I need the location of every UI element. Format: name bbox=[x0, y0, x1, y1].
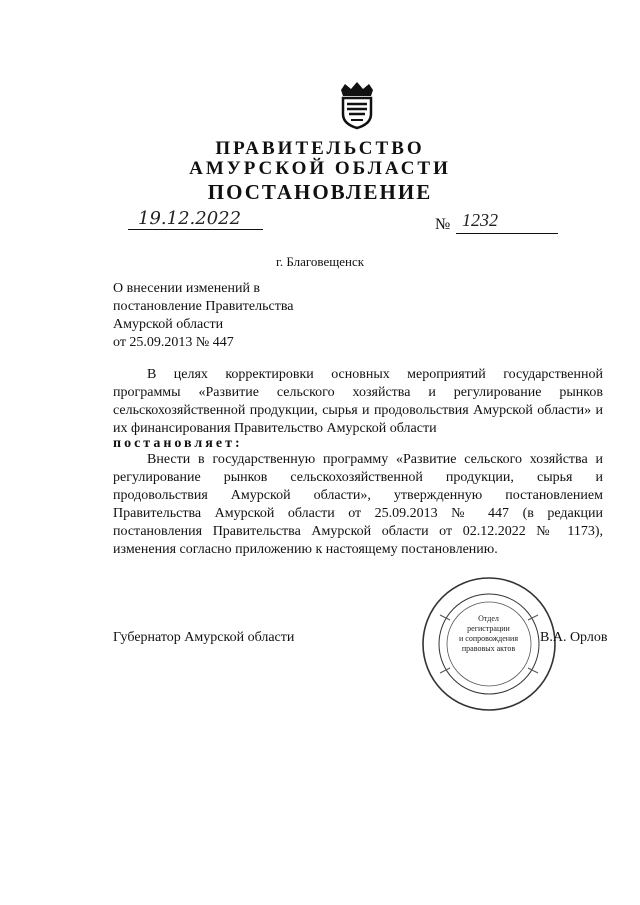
document-type: ПОСТАНОВЛЕНИЕ bbox=[207, 180, 433, 204]
resolves-word: постановляет: bbox=[113, 436, 243, 451]
signer-role: Губернатор Амурской области bbox=[113, 630, 295, 645]
document-date: 19.12.2022 bbox=[138, 208, 242, 229]
stamp-line: и сопровождения bbox=[458, 634, 519, 643]
coat-of-arms-icon bbox=[337, 80, 377, 130]
intro-paragraph: В целях корректировки основных мероприятий государственной программы «Развитие сельского хозяйства и регулирование рынков сельскохозяйственной продукции, сырья и продовольствия Амурской области» и их финансирования Правительство Амурской области bbox=[113, 367, 603, 436]
stamp-line: регистрации bbox=[467, 624, 510, 633]
number-underline bbox=[456, 232, 558, 234]
number-label: № bbox=[435, 216, 451, 233]
stamp-text bbox=[446, 614, 531, 654]
government-title-line1: ПРАВИТЕЛЬСТВО bbox=[215, 138, 425, 159]
signer-name: В.А. Орлов bbox=[540, 630, 608, 645]
document-subject bbox=[113, 280, 343, 352]
document-number: 1232 bbox=[462, 210, 498, 230]
city: г. Благовещенск bbox=[275, 254, 365, 269]
subject-line: О внесении изменений в bbox=[113, 281, 261, 296]
subject-line: постановление Правительства bbox=[113, 299, 294, 314]
stamp-line: правовых актов bbox=[461, 644, 516, 653]
clause-paragraph: Внести в государственную программу «Развитие сельского хозяйства и регулирование рынков сельскохозяйственной продукции, сырья и продовольствия Амурской области», утвержденную постановлением Правительства Амурской области от 25.09.2013 № 447 (в редакции постановления Правительства Амурской области от 02.12.2022 № 1173), изменения согласно приложению к настоящему постановлению. bbox=[113, 452, 603, 557]
stamp-line: Отдел bbox=[478, 614, 499, 623]
subject-line: Амурской области bbox=[113, 317, 224, 332]
government-title-line2: АМУРСКОЙ ОБЛАСТИ bbox=[189, 158, 451, 179]
subject-line: от 25.09.2013 № 447 bbox=[113, 335, 234, 350]
date-underline bbox=[128, 228, 263, 230]
